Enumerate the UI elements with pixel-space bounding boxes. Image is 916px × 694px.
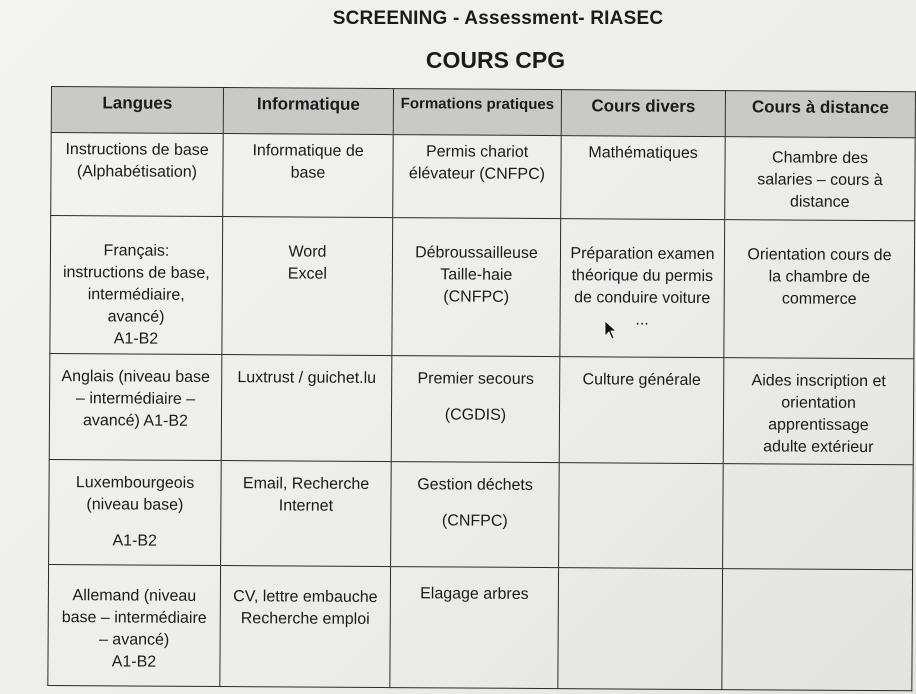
- cell-line: Français:: [103, 241, 170, 260]
- cell-line: Culture générale: [582, 370, 701, 389]
- cell-line: avancé) A1-B2: [82, 411, 188, 430]
- table-header-row: [51, 87, 915, 138]
- cell-line: A1-B2: [111, 653, 157, 671]
- cell-line: base – intermédiaire: [61, 609, 207, 628]
- cell-line: Premier secours: [417, 369, 535, 388]
- table-cell: [222, 216, 393, 355]
- table-cell: [723, 357, 914, 465]
- cell-line: avancé): [107, 307, 165, 326]
- cell-line: (CNFPC): [443, 287, 510, 306]
- column-header-formations-pratiques: Formations pratiques: [393, 89, 561, 136]
- cell-line: A1-B2: [112, 532, 158, 550]
- cell-line: apprentissage: [768, 415, 869, 434]
- cell-line: Email, Recherche: [242, 475, 370, 494]
- table-cell: [558, 568, 723, 690]
- table-row: [49, 353, 914, 465]
- table-cell: [723, 464, 914, 570]
- table-cell: [51, 133, 224, 217]
- column-header-cours-divers: Cours divers: [561, 90, 725, 137]
- cell-line: Allemand (niveau: [72, 587, 197, 605]
- table-cell: [559, 463, 724, 569]
- page-subtitle: COURS CPG: [425, 47, 566, 73]
- cell-line: Permis chariot: [425, 143, 529, 161]
- cell-line: Mathématiques: [588, 144, 698, 162]
- cell-line: de conduire voiture: [574, 288, 711, 307]
- column-header-cours-a-distance: Cours à distance: [725, 91, 915, 138]
- mouse-pointer-icon: [604, 320, 618, 340]
- table-cell: [390, 567, 559, 689]
- cell-line: salaries – cours à: [757, 171, 883, 190]
- cell-line: Anglais (niveau base: [61, 367, 211, 386]
- table-cell: [49, 460, 222, 566]
- column-header-langues: Langues: [51, 87, 223, 134]
- cell-line: A1-B2: [113, 329, 159, 348]
- table-cell: [49, 353, 222, 461]
- cell-line: Internet: [278, 497, 334, 516]
- table-cell: [221, 354, 392, 462]
- cell-line: (niveau base): [86, 496, 184, 515]
- cell-line: Luxembourgeois: [75, 474, 195, 493]
- cell-line: (CGDIS): [444, 405, 507, 424]
- cell-line: orientation: [781, 394, 856, 412]
- table-cell: [391, 462, 560, 568]
- cell-line: ...: [635, 311, 649, 329]
- cell-line: Elagage arbres: [420, 585, 529, 604]
- cell-line: Instructions de base: [65, 141, 209, 159]
- cell-line: Chambre des: [771, 149, 869, 167]
- table-cell: [559, 356, 724, 464]
- page-title: SCREENING - Assessment- RIASEC: [332, 8, 664, 29]
- cell-line: base: [290, 164, 326, 182]
- cell-line: instructions de base,: [62, 263, 210, 282]
- cell-line: Préparation examen: [570, 244, 715, 263]
- cell-line: intermédiaire,: [87, 285, 185, 304]
- cell-line: – avancé): [98, 631, 170, 649]
- cell-line: la chambre de: [768, 267, 871, 286]
- table-row: [48, 565, 913, 691]
- table-cell: [221, 461, 392, 567]
- table-cell: [725, 137, 916, 221]
- cell-line: Informatique de: [252, 142, 364, 160]
- table-cell: [393, 135, 562, 219]
- cell-line: commerce: [781, 290, 857, 308]
- cell-line: Aides inscription et: [751, 371, 886, 390]
- cell-line: CV, lettre embauche: [233, 588, 378, 607]
- table-cell: [50, 215, 223, 354]
- table-row: [49, 460, 914, 570]
- cell-line: Débroussailleuse: [415, 243, 538, 262]
- table-cell: [391, 355, 560, 463]
- column-header-informatique: Informatique: [223, 88, 393, 135]
- cell-line: Luxtrust / guichet.lu: [237, 368, 377, 387]
- cell-line: – intermédiaire –: [75, 389, 196, 408]
- cell-line: Taille-haie: [440, 265, 513, 284]
- cell-line: Word: [288, 243, 327, 261]
- table-cell: [223, 134, 394, 218]
- table-row: [50, 215, 915, 358]
- cell-line: Orientation cours de: [747, 245, 892, 264]
- table-cell: [560, 218, 725, 357]
- table-cell: [724, 219, 915, 358]
- cell-line: (CNFPC): [441, 512, 508, 531]
- cell-line: distance: [789, 193, 850, 211]
- cell-line: Excel: [287, 265, 327, 283]
- cell-line: Gestion déchets: [417, 476, 533, 495]
- table-cell: [561, 136, 726, 220]
- table-cell: [722, 569, 913, 691]
- table-cell: [220, 566, 391, 688]
- cell-line: élévateur (CNFPC): [408, 165, 546, 184]
- cell-line: théorique du permis: [571, 266, 714, 285]
- courses-table: [47, 86, 916, 691]
- table-cell: [392, 217, 561, 356]
- cell-line: (Alphabétisation): [76, 163, 198, 181]
- cell-line: adulte extérieur: [763, 437, 874, 456]
- table-row: [51, 133, 915, 221]
- table-cell: [48, 565, 221, 687]
- cell-line: Recherche emploi: [240, 610, 370, 629]
